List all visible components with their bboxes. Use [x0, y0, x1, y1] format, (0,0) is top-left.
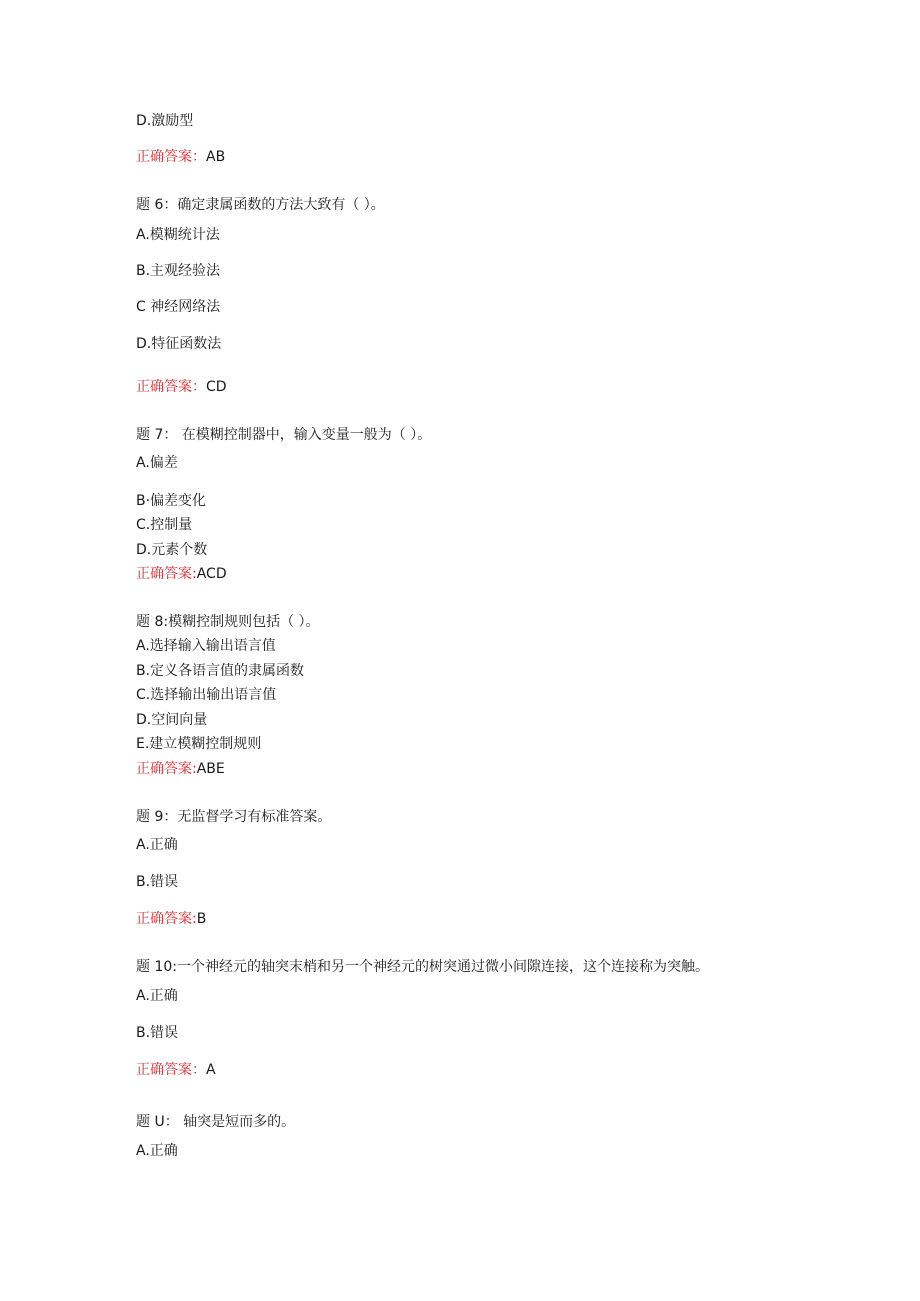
q7-option-b: B·偏差变化 [136, 493, 207, 509]
answer-label: 正确答案： [136, 149, 206, 165]
q10-option-b: B.错误 [136, 1025, 179, 1041]
q8-stem: 题 8:模糊控制规则包括（ ）。 [136, 614, 320, 630]
q8-option-d: D.空间向量 [136, 712, 208, 728]
q6-option-c: C 神经网络法 [136, 299, 221, 315]
q6-answer [136, 378, 227, 396]
answer-label: 正确答案： [136, 1062, 206, 1078]
q8-option-a: A.选择输入输出语言值 [136, 638, 276, 654]
q9-option-a: A.正确 [136, 837, 178, 853]
answer-label: 正确答案: [136, 566, 197, 582]
answer-label: 正确答案: [136, 911, 197, 927]
q6-stem: 题 6：确定隶属函数的方法大致有（ ）。 [136, 197, 385, 213]
q8-answer [136, 760, 225, 778]
q7-stem: 题 7： 在模糊控制器中，输入变量一般为（ ）。 [136, 427, 432, 443]
q9-answer [136, 910, 206, 928]
q7-option-c: C.控制量 [136, 517, 193, 533]
q8-option-b: B.定义各语言值的隶属函数 [136, 663, 305, 679]
q6-option-b: B.主观经验法 [136, 263, 221, 279]
q6-option-d: D.特征函数法 [136, 336, 222, 352]
q7-option-d: D.元素个数 [136, 542, 208, 558]
q11-option-a: A.正确 [136, 1143, 178, 1159]
answer-value: A [206, 1062, 216, 1078]
answer-value: ACD [196, 566, 227, 582]
q8-option-c: C.选择输出输出语言值 [136, 687, 277, 703]
q6-option-a: A.模糊统计法 [136, 227, 220, 243]
answer-label: 正确答案: [136, 761, 197, 777]
q5-answer [136, 148, 225, 166]
q11-stem: 题 U： 轴突是短而多的。 [136, 1114, 296, 1130]
answer-value: ABE [196, 761, 225, 777]
q5-option-d: D.激励型 [136, 113, 194, 129]
answer-value: AB [206, 149, 226, 165]
q10-answer [136, 1061, 216, 1079]
q10-stem: 题 10:一个神经元的轴突末梢和另一个神经元的树突通过微小间隙连接，这个连接称为突触。 [136, 959, 709, 975]
q7-answer [136, 565, 227, 583]
q8-option-e: E.建立模糊控制规则 [136, 736, 262, 752]
answer-value: CD [206, 379, 227, 395]
answer-label: 正确答案： [136, 379, 206, 395]
q9-option-b: B.错误 [136, 874, 179, 890]
answer-value: B [196, 911, 207, 927]
q10-option-a: A.正确 [136, 988, 178, 1004]
q9-stem: 题 9：无监督学习有标准答案。 [136, 809, 332, 825]
q7-option-a: A.偏差 [136, 455, 178, 471]
